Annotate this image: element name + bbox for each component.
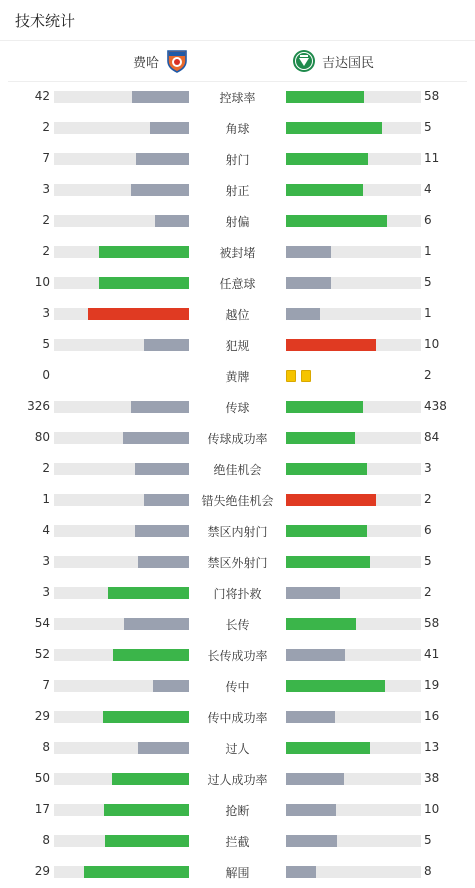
stat-label: 传球 — [225, 401, 250, 415]
stat-label: 长传成功率 — [207, 649, 268, 663]
page-title: 技术统计 — [15, 12, 76, 30]
away-bar-track — [286, 773, 421, 785]
home-value: 50 — [34, 771, 50, 785]
home-bar-track — [54, 711, 189, 723]
home-bar-track — [54, 804, 189, 816]
stat-row — [0, 361, 475, 392]
away-bar-fill — [286, 711, 335, 723]
home-bar-track — [54, 153, 189, 165]
away-bar-fill — [286, 215, 387, 227]
away-bar-fill — [286, 339, 376, 351]
home-bar-fill — [131, 184, 189, 196]
home-bar-track — [54, 773, 189, 785]
away-bar-track — [286, 525, 421, 537]
away-bar-fill — [286, 122, 382, 134]
away-value: 438 — [424, 399, 447, 413]
away-bar-track — [286, 804, 421, 816]
away-bar-fill — [286, 184, 363, 196]
stat-label: 过人成功率 — [207, 773, 268, 787]
away-value: 2 — [424, 492, 432, 506]
away-bar-track — [286, 680, 421, 692]
home-bar-fill — [113, 649, 189, 661]
header — [0, 0, 475, 41]
away-bar-fill — [286, 463, 367, 475]
stat-label: 门将扑救 — [213, 587, 262, 601]
away-bar-track — [286, 122, 421, 134]
home-bar-fill — [135, 525, 189, 537]
home-bar-fill — [132, 91, 189, 103]
home-bar-track — [54, 463, 189, 475]
away-value: 10 — [424, 337, 440, 351]
home-value: 29 — [34, 864, 50, 878]
away-bar-fill — [286, 246, 331, 258]
home-bar-track — [54, 835, 189, 847]
stat-row — [0, 299, 475, 330]
away-bar-fill — [286, 804, 336, 816]
home-value: 7 — [42, 678, 50, 692]
away-bar-fill — [286, 649, 345, 661]
home-bar-fill — [153, 680, 189, 692]
home-value: 3 — [42, 585, 50, 599]
away-bar-track — [286, 308, 421, 320]
away-team[interactable] — [292, 49, 374, 73]
stat-row — [0, 82, 475, 113]
stat-row — [0, 547, 475, 578]
home-team-name: 费哈 — [132, 55, 159, 71]
home-bar-fill — [88, 308, 189, 320]
stat-label: 射偏 — [225, 215, 250, 229]
stat-label: 角球 — [225, 122, 250, 136]
stat-row — [0, 857, 475, 888]
home-value: 8 — [42, 833, 50, 847]
away-value: 16 — [424, 709, 440, 723]
home-value: 2 — [42, 120, 50, 134]
away-bar-fill — [286, 277, 331, 289]
home-team-logo-icon — [165, 49, 189, 73]
away-value: 13 — [424, 740, 440, 754]
home-bar-track — [54, 494, 189, 506]
away-value: 6 — [424, 523, 432, 537]
away-bar-fill — [286, 432, 355, 444]
stat-row — [0, 826, 475, 857]
stat-label: 禁区内射门 — [207, 525, 268, 539]
home-value: 42 — [34, 89, 50, 103]
away-value: 11 — [424, 151, 440, 165]
home-bar-track — [54, 91, 189, 103]
away-bar-track — [286, 556, 421, 568]
yellow-card-icon — [286, 370, 296, 382]
away-bar-fill — [286, 773, 344, 785]
home-bar-fill — [104, 804, 189, 816]
stat-row — [0, 795, 475, 826]
away-bar-fill — [286, 680, 385, 692]
stat-label: 拦截 — [225, 835, 250, 849]
stat-row — [0, 485, 475, 516]
away-bar-track — [286, 277, 421, 289]
stat-row — [0, 237, 475, 268]
stat-label: 长传 — [225, 618, 250, 632]
home-bar-track — [54, 184, 189, 196]
home-value: 17 — [34, 802, 50, 816]
home-team[interactable] — [133, 49, 189, 73]
away-value: 58 — [424, 616, 440, 630]
away-bar-fill — [286, 153, 368, 165]
stat-row — [0, 516, 475, 547]
home-bar-fill — [144, 339, 189, 351]
home-value: 2 — [42, 244, 50, 258]
away-value: 2 — [424, 368, 432, 382]
stat-label: 黄牌 — [225, 370, 250, 384]
home-bar-track — [54, 122, 189, 134]
stat-label: 错失绝佳机会 — [201, 494, 274, 508]
home-value: 326 — [27, 399, 50, 413]
stat-row — [0, 640, 475, 671]
home-bar-fill — [155, 215, 189, 227]
home-bar-fill — [135, 463, 189, 475]
stat-row — [0, 268, 475, 299]
stat-row — [0, 175, 475, 206]
home-value: 54 — [34, 616, 50, 630]
home-bar-fill — [123, 432, 189, 444]
home-bar-track — [54, 401, 189, 413]
home-bar-track — [54, 556, 189, 568]
away-bar-track — [286, 401, 421, 413]
away-bar-track — [286, 246, 421, 258]
home-value: 29 — [34, 709, 50, 723]
away-value: 5 — [424, 554, 432, 568]
stat-row — [0, 144, 475, 175]
away-value: 19 — [424, 678, 440, 692]
home-value: 52 — [34, 647, 50, 661]
away-bar-fill — [286, 742, 370, 754]
home-bar-fill — [103, 711, 189, 723]
home-bar-fill — [124, 618, 189, 630]
away-bar-fill — [286, 525, 367, 537]
stat-label: 过人 — [225, 742, 250, 756]
stat-row — [0, 206, 475, 237]
stat-label: 射门 — [225, 153, 250, 167]
home-bar-fill — [99, 246, 189, 258]
home-bar-track — [54, 587, 189, 599]
away-value: 84 — [424, 430, 440, 444]
home-bar-track — [54, 525, 189, 537]
away-value: 58 — [424, 89, 440, 103]
home-value: 1 — [42, 492, 50, 506]
stat-label: 射正 — [225, 184, 250, 198]
home-bar-fill — [138, 742, 189, 754]
away-bar-fill — [286, 587, 340, 599]
stat-row — [0, 330, 475, 361]
home-value: 7 — [42, 151, 50, 165]
home-bar-fill — [112, 773, 189, 785]
home-bar-fill — [138, 556, 189, 568]
away-bar-track — [286, 618, 421, 630]
home-bar-fill — [136, 153, 189, 165]
away-bar-track — [286, 835, 421, 847]
stat-row — [0, 671, 475, 702]
home-bar-track — [54, 866, 189, 878]
home-bar-track — [54, 618, 189, 630]
away-bar-track — [286, 866, 421, 878]
stat-label: 解围 — [225, 866, 250, 880]
away-bar-fill — [286, 866, 316, 878]
away-team-name: 吉达国民 — [322, 55, 375, 71]
stat-label: 被封堵 — [219, 246, 256, 260]
stat-row — [0, 578, 475, 609]
home-bar-track — [54, 680, 189, 692]
home-value: 0 — [42, 368, 50, 382]
away-bar-track — [286, 711, 421, 723]
away-value: 4 — [424, 182, 432, 196]
home-bar-track — [54, 308, 189, 320]
home-value: 10 — [34, 275, 50, 289]
away-bar-track — [286, 91, 421, 103]
away-bar-fill — [286, 556, 370, 568]
away-bar-track — [286, 494, 421, 506]
stat-label: 传中 — [225, 680, 250, 694]
home-bar-track — [54, 432, 189, 444]
home-value: 3 — [42, 182, 50, 196]
away-value: 8 — [424, 864, 432, 878]
home-value: 4 — [42, 523, 50, 537]
away-value: 1 — [424, 306, 432, 320]
home-bar-track — [54, 649, 189, 661]
home-value: 3 — [42, 306, 50, 320]
home-bar-fill — [150, 122, 189, 134]
home-bar-track — [54, 277, 189, 289]
stat-row — [0, 113, 475, 144]
away-bar-track — [286, 649, 421, 661]
away-value: 2 — [424, 585, 432, 599]
home-bar-track — [54, 246, 189, 258]
stat-row — [0, 764, 475, 795]
home-value: 3 — [42, 554, 50, 568]
home-bar-fill — [99, 277, 189, 289]
stat-row — [0, 702, 475, 733]
away-value: 6 — [424, 213, 432, 227]
away-value: 3 — [424, 461, 432, 475]
stat-row — [0, 392, 475, 423]
away-bar-fill — [286, 618, 356, 630]
home-value: 2 — [42, 213, 50, 227]
yellow-card-icon — [301, 370, 311, 382]
away-value: 5 — [424, 275, 432, 289]
home-bar-track — [54, 215, 189, 227]
stat-label: 越位 — [225, 308, 250, 322]
away-bar-fill — [286, 494, 376, 506]
home-bar-fill — [84, 866, 189, 878]
teams-header — [8, 41, 467, 82]
away-bar-track — [286, 742, 421, 754]
stat-label: 禁区外射门 — [207, 556, 268, 570]
away-bar-track — [286, 153, 421, 165]
stat-label: 传中成功率 — [207, 711, 268, 725]
home-bar-fill — [131, 401, 189, 413]
stat-label: 任意球 — [219, 277, 256, 291]
away-bar-track — [286, 463, 421, 475]
home-value: 80 — [34, 430, 50, 444]
home-bar-fill — [105, 835, 189, 847]
stat-row — [0, 454, 475, 485]
away-value: 41 — [424, 647, 440, 661]
away-value: 5 — [424, 120, 432, 134]
stat-row — [0, 609, 475, 640]
home-bar-track — [54, 742, 189, 754]
stat-label: 绝佳机会 — [213, 463, 262, 477]
away-value: 10 — [424, 802, 440, 816]
home-bar-fill — [108, 587, 189, 599]
away-bar-track — [286, 587, 421, 599]
away-value: 5 — [424, 833, 432, 847]
away-team-logo-icon — [292, 49, 316, 73]
away-value: 38 — [424, 771, 440, 785]
stat-row — [0, 733, 475, 764]
stat-label: 犯规 — [225, 339, 250, 353]
home-value: 2 — [42, 461, 50, 475]
away-bar-track — [286, 339, 421, 351]
home-value: 8 — [42, 740, 50, 754]
away-bar-fill — [286, 835, 337, 847]
stat-label: 传球成功率 — [207, 432, 268, 446]
away-bar-fill — [286, 308, 320, 320]
away-bar-fill — [286, 91, 364, 103]
away-value: 1 — [424, 244, 432, 258]
home-value: 5 — [42, 337, 50, 351]
stat-label: 控球率 — [219, 91, 256, 105]
away-bar-fill — [286, 401, 363, 413]
home-bar-fill — [144, 494, 189, 506]
home-bar-track — [54, 339, 189, 351]
stat-row — [0, 423, 475, 454]
stat-label: 抢断 — [225, 804, 250, 818]
away-bar-track — [286, 215, 421, 227]
away-bar-track — [286, 184, 421, 196]
away-bar-track — [286, 432, 421, 444]
